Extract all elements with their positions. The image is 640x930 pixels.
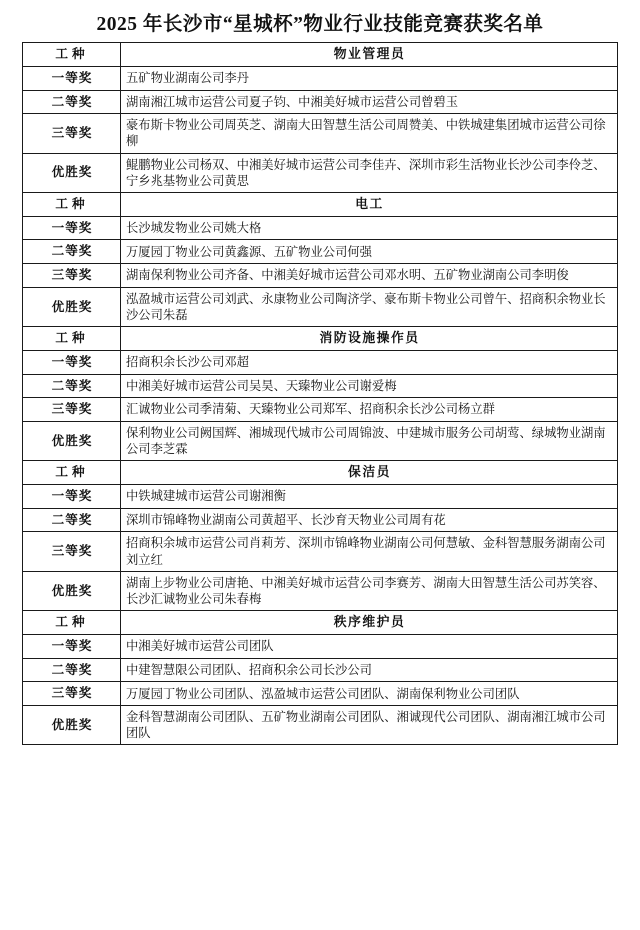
award-winner-names: 中湘美好城市运营公司团队 — [121, 635, 618, 659]
group-heading-trade: 物业管理员 — [121, 43, 618, 67]
award-winner-names: 豪布斯卡物业公司周英芝、湖南大田智慧生活公司周赞美、中铁城建集团城市运营公司徐柳 — [121, 114, 618, 153]
award-level-label: 三等奖 — [23, 264, 121, 288]
table-row — [23, 114, 618, 153]
table-row — [23, 264, 618, 288]
award-winner-names: 湖南保利物业公司齐备、中湘美好城市运营公司邓水明、五矿物业湖南公司李明俊 — [121, 264, 618, 288]
award-level-label: 三等奖 — [23, 398, 121, 422]
award-winner-names: 泓盈城市运营公司刘武、永康物业公司陶济学、豪布斯卡物业公司曾午、招商积余物业长沙公司朱磊 — [121, 287, 618, 326]
award-winner-names: 保利物业公司阙国辉、湘城现代城市公司周锦波、中建城市服务公司胡莺、绿城物业湖南公司李芝霖 — [121, 421, 618, 460]
award-winner-names: 万厦园丁物业公司团队、泓盈城市运营公司团队、湖南保利物业公司团队 — [121, 682, 618, 706]
award-level-label: 一等奖 — [23, 635, 121, 659]
award-level-label: 优胜奖 — [23, 153, 121, 192]
table-row — [23, 327, 618, 351]
table-row — [23, 508, 618, 532]
award-level-label: 一等奖 — [23, 66, 121, 90]
award-winner-names: 中建智慧限公司团队、招商积余公司长沙公司 — [121, 658, 618, 682]
award-level-label: 优胜奖 — [23, 571, 121, 610]
award-winner-names: 招商积余城市运营公司肖莉芳、深圳市锦峰物业湖南公司何慧敏、金科智慧服务湖南公司刘立红 — [121, 532, 618, 571]
table-row — [23, 66, 618, 90]
table-row — [23, 485, 618, 509]
award-winner-names: 湖南湘江城市运营公司夏子钧、中湘美好城市运营公司曾碧玉 — [121, 90, 618, 114]
table-row — [23, 682, 618, 706]
award-list-table — [22, 42, 618, 745]
award-winner-names: 五矿物业湖南公司李丹 — [121, 66, 618, 90]
award-level-label: 二等奖 — [23, 240, 121, 264]
award-level-label: 优胜奖 — [23, 287, 121, 326]
award-level-label: 二等奖 — [23, 658, 121, 682]
table-row — [23, 43, 618, 67]
award-level-label: 三等奖 — [23, 114, 121, 153]
award-level-label: 三等奖 — [23, 682, 121, 706]
table-row — [23, 192, 618, 216]
table-row — [23, 374, 618, 398]
group-heading-trade: 消防设施操作员 — [121, 327, 618, 351]
award-level-label: 优胜奖 — [23, 706, 121, 745]
award-winner-names: 招商积余长沙公司邓超 — [121, 351, 618, 375]
table-row — [23, 90, 618, 114]
table-row — [23, 287, 618, 326]
award-winner-names: 湖南上步物业公司唐艳、中湘美好城市运营公司李赛芳、湖南大田智慧生活公司苏笑容、长沙汇诚物业公司朱春梅 — [121, 571, 618, 610]
award-winner-names: 中铁城建城市运营公司谢湘衡 — [121, 485, 618, 509]
award-level-label: 一等奖 — [23, 216, 121, 240]
award-level-label: 一等奖 — [23, 351, 121, 375]
table-row — [23, 216, 618, 240]
column-label-trade: 工种 — [23, 43, 121, 67]
group-heading-trade: 保洁员 — [121, 461, 618, 485]
table-row — [23, 635, 618, 659]
award-level-label: 一等奖 — [23, 485, 121, 509]
table-row — [23, 571, 618, 610]
award-level-label: 二等奖 — [23, 374, 121, 398]
page-title: 2025 年长沙市“星城杯”物业行业技能竞赛获奖名单 — [96, 14, 544, 35]
table-row — [23, 240, 618, 264]
award-winner-names: 汇诚物业公司季清菊、天臻物业公司郑军、招商积余长沙公司杨立群 — [121, 398, 618, 422]
table-row — [23, 351, 618, 375]
table-row — [23, 398, 618, 422]
table-row — [23, 421, 618, 460]
column-label-trade: 工种 — [23, 327, 121, 351]
award-level-label: 优胜奖 — [23, 421, 121, 460]
award-winner-names: 万厦园丁物业公司黄鑫源、五矿物业公司何强 — [121, 240, 618, 264]
table-row — [23, 611, 618, 635]
column-label-trade: 工种 — [23, 461, 121, 485]
award-winner-names: 鲲鹏物业公司杨双、中湘美好城市运营公司李佳卉、深圳市彩生活物业长沙公司李伶芝、宁乡兆基物业公司黄思 — [121, 153, 618, 192]
group-heading-trade: 秩序维护员 — [121, 611, 618, 635]
award-winner-names: 长沙城发物业公司姚大格 — [121, 216, 618, 240]
award-level-label: 三等奖 — [23, 532, 121, 571]
award-level-label: 二等奖 — [23, 508, 121, 532]
table-row — [23, 532, 618, 571]
group-heading-trade: 电工 — [121, 192, 618, 216]
table-row — [23, 706, 618, 745]
award-winner-names: 深圳市锦峰物业湖南公司黄超平、长沙育天物业公司周有花 — [121, 508, 618, 532]
award-level-label: 二等奖 — [23, 90, 121, 114]
table-row — [23, 153, 618, 192]
table-row — [23, 461, 618, 485]
column-label-trade: 工种 — [23, 611, 121, 635]
column-label-trade: 工种 — [23, 192, 121, 216]
table-row — [23, 658, 618, 682]
award-winner-names: 金科智慧湖南公司团队、五矿物业湖南公司团队、湘诚现代公司团队、湖南湘江城市公司团队 — [121, 706, 618, 745]
award-winner-names: 中湘美好城市运营公司吴昊、天臻物业公司谢爱梅 — [121, 374, 618, 398]
